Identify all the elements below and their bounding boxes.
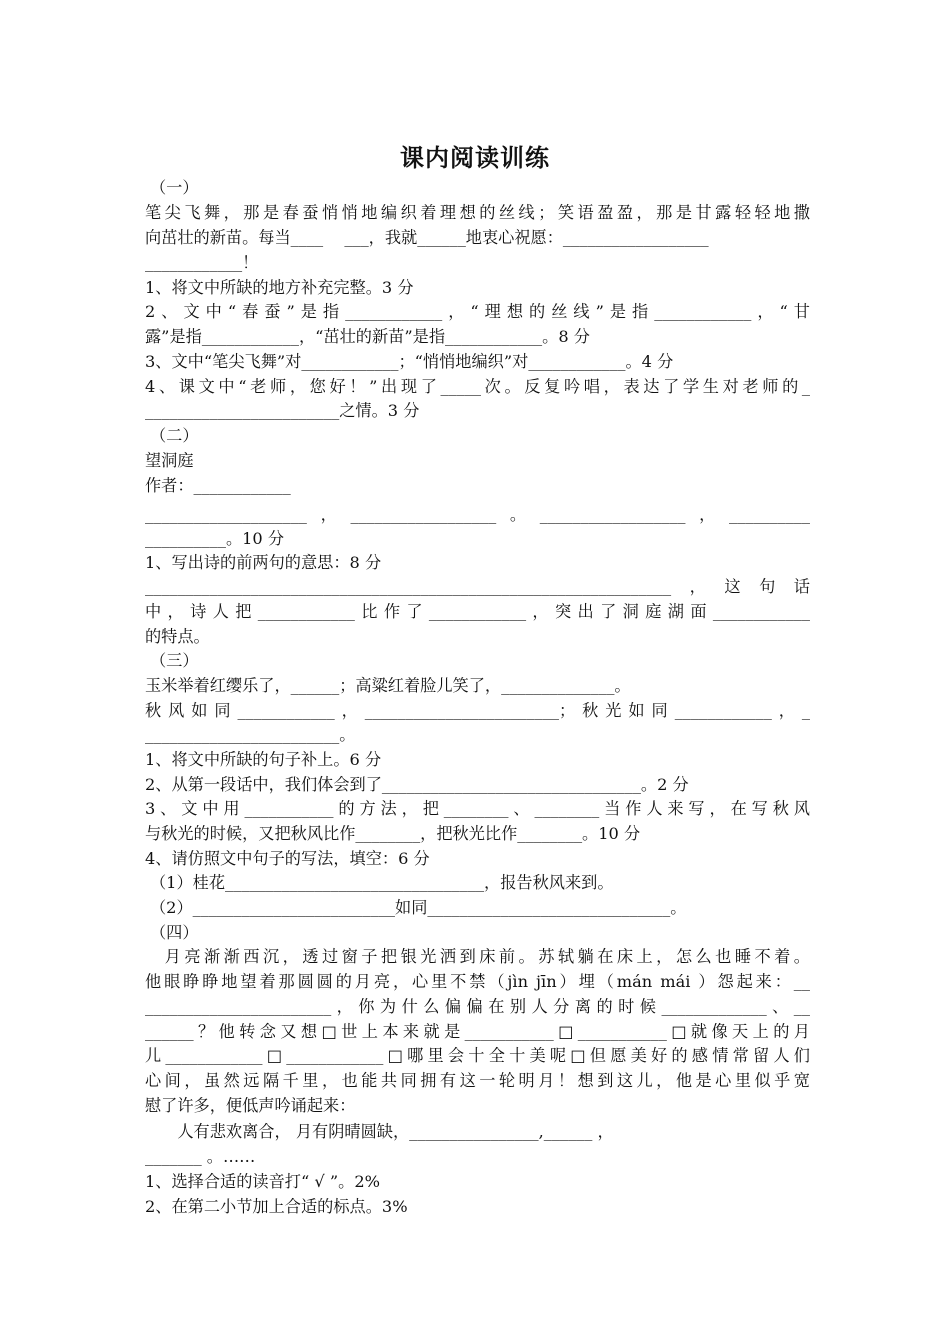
text-line: 4、课文中“老师，您好！”出现了_____次。反复吟唱，表达了学生对老师的_ bbox=[145, 377, 810, 396]
text-line: ________________________之情。3 分 bbox=[145, 401, 420, 420]
text-line: 望洞庭 bbox=[145, 451, 194, 470]
text-line: 儿____________□____________□哪里会十全十美呢□但愿美好的感情常留人们 bbox=[145, 1046, 810, 1065]
text-line: （三） bbox=[150, 651, 199, 670]
text-line: 心间，虽然远隔千里，也能共同拥有这一轮明月！想到这儿，他是心里似乎宽 bbox=[145, 1071, 810, 1090]
text-line: 3、文中用___________的方法，把________、________当作人来写，在写秋风 bbox=[145, 799, 810, 818]
text-line: （一） bbox=[150, 178, 199, 197]
text-line: 3、文中“笔尖飞舞”对____________；“悄悄地编织”对____________。4 分 bbox=[145, 352, 674, 371]
text-line: _______ 。…… bbox=[145, 1147, 256, 1166]
text-line: 玉米举着红缨乐了，______；高粱红着脸儿笑了，______________。 bbox=[145, 676, 631, 695]
text-line: _________________________________________________________________，这句话 bbox=[145, 577, 810, 596]
text-line: 他眼睁睁地望着那圆圆的月亮，心里不禁（jìn jīn）埋（mán mái ）怨起来：__ bbox=[145, 972, 810, 991]
text-line: 月亮渐渐西沉，透过窗子把银光洒到床前。苏轼躺在床上，怎么也睡不着。 bbox=[145, 947, 810, 966]
text-line: （二） bbox=[150, 426, 199, 445]
text-line: 1、选择合适的读音打“ √ ”。2% bbox=[145, 1172, 381, 1191]
text-line: （2）_________________________如同______________________________。 bbox=[150, 898, 687, 917]
text-line: 与秋光的时候，又把秋风比作________，把秋光比作________。10 分 bbox=[145, 824, 641, 843]
text-line: 的特点。 bbox=[145, 627, 210, 646]
text-line: 2、从第一段话中，我们体会到了________________________________。2 分 bbox=[145, 775, 689, 794]
text-line: 慰了许多，便低声吟诵起来： bbox=[145, 1096, 356, 1115]
text-line: 笔尖飞舞，那是春蚕悄悄地编织着理想的丝线；笑语盈盈，那是甘露轻轻地撒 bbox=[145, 203, 810, 222]
text-line: ______？他转念又想□世上本来就是___________□___________□就像天上的月 bbox=[145, 1022, 810, 1041]
text-line: 1、将文中所缺的句子补上。6 分 bbox=[145, 750, 382, 769]
text-line: __________。10 分 bbox=[145, 529, 285, 548]
text-line: 人有悲欢离合， 月有阴晴圆缺，________________,______ ， bbox=[145, 1122, 614, 1141]
text-line: 中，诗人把____________比作了____________，突出了洞庭湖面____________ bbox=[145, 602, 810, 621]
text-line: ________________________。 bbox=[145, 725, 356, 744]
text-line: 露”是指____________，“茁壮的新苗”是指____________。8 分 bbox=[145, 327, 590, 346]
text-line: 向茁壮的新苗。每当____ ___，我就______地衷心祝愿：__________________ bbox=[145, 228, 709, 247]
page-title: 课内阅读训练 bbox=[400, 143, 550, 172]
text-line: 2、在第二小节加上合适的标点。3% bbox=[145, 1197, 408, 1216]
text-line: （四） bbox=[150, 923, 199, 942]
text-line: 1、将文中所缺的地方补充完整。3 分 bbox=[145, 278, 414, 297]
text-line: _______________________，你为什么偏偏在别人分离的时候_____________、__ bbox=[145, 997, 810, 1016]
text-line: ____________！ bbox=[145, 253, 259, 272]
text-line: 1、写出诗的前两句的意思：8 分 bbox=[145, 553, 382, 572]
text-line: 4、请仿照文中句子的写法，填空：6 分 bbox=[145, 849, 430, 868]
text-line: （1）桂花________________________________，报告秋风来到。 bbox=[150, 873, 614, 892]
text-line: 作者：____________ bbox=[145, 476, 291, 495]
text-line: ____________________，__________________。__________________，__________ bbox=[145, 505, 810, 524]
text-line: 2、文中“春蚕”是指____________，“理想的丝线”是指____________，“甘 bbox=[145, 302, 810, 321]
text-line: 秋风如同____________，________________________；秋光如同____________，_ bbox=[145, 701, 810, 720]
